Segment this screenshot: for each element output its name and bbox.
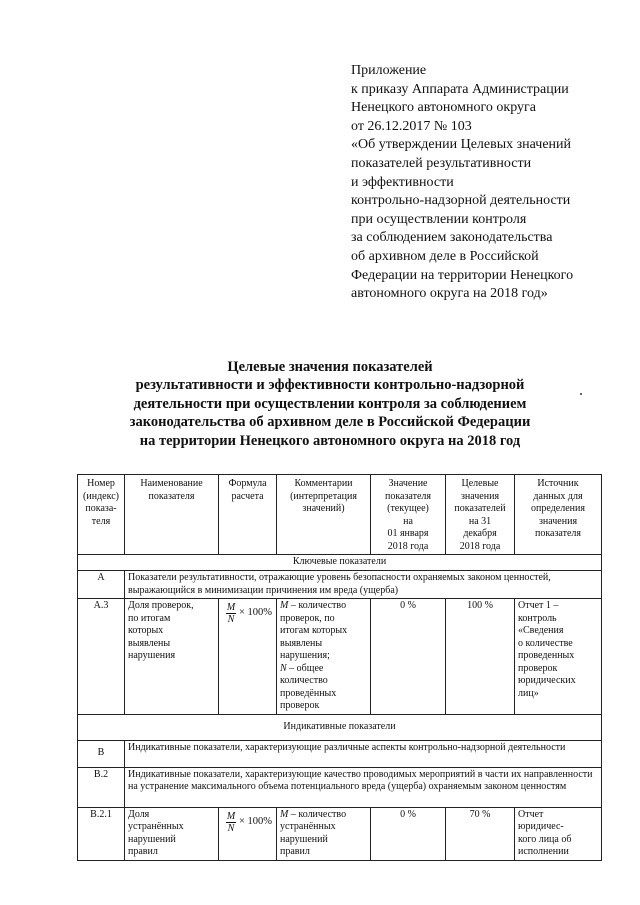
fraction	[226, 602, 236, 625]
appendix-line: и эффективности	[351, 174, 454, 190]
row-index: В	[78, 740, 125, 767]
formula-cell	[219, 807, 277, 860]
row-index: А	[78, 571, 125, 599]
numerator: M	[226, 602, 236, 613]
header-formula: Формула расчета	[219, 475, 277, 555]
table-header-row	[78, 475, 602, 555]
table-row	[78, 599, 602, 715]
document-title	[60, 358, 600, 450]
appendix-line: за соблюдением законодательства	[351, 230, 553, 246]
comment-cell: M – количество проверок, по итогам которых выявлены нарушения; N – общее количество проведённых проверок	[277, 599, 371, 715]
section-key-label: Ключевые показатели	[78, 555, 602, 571]
comment-cell: M – количество устранённых нарушений правил	[277, 807, 371, 860]
denominator: N	[227, 614, 235, 625]
header-index: Номер (индекс) показа- теля	[78, 475, 125, 555]
row-text: Индикативные показатели, характеризующие качество проводимых мероприятий в части их направленности на устранение максимального объема потенциального вреда (ущерба) охраняемым законом ценностям	[125, 767, 602, 807]
appendix-line: об архивном деле в Российской	[351, 248, 539, 264]
appendix-line: автономного округа на 2018 год»	[351, 286, 548, 302]
appendix-line: контрольно-надзорной деятельности	[351, 193, 571, 209]
table-row	[78, 571, 602, 599]
appendix-line: к приказу Аппарата Администрации	[351, 81, 569, 97]
target-value: 100 %	[446, 599, 515, 715]
source-cell: Отчет юридичес- кого лица об исполнении	[515, 807, 602, 860]
title-line: на территории Ненецкого автономного округа на 2018 год	[139, 432, 521, 449]
current-value: 0 %	[371, 599, 446, 715]
indicator-name: Доля устранённых нарушений правил	[125, 807, 219, 860]
scan-speck	[580, 393, 582, 395]
formula-cell	[219, 599, 277, 715]
row-index: В.2	[78, 767, 125, 807]
formula-multiplier: × 100%	[239, 607, 273, 619]
row-index: В.2.1	[78, 807, 125, 860]
section-row	[78, 555, 602, 571]
title-line: Целевые значения показателей	[227, 359, 433, 375]
title-line: результативности и эффективности контрольно-надзорной	[135, 377, 525, 394]
section-indicative-label: Индикативные показатели	[78, 714, 602, 740]
appendix-line: от 26.12.2017 № 103	[351, 118, 472, 134]
target-value: 70 %	[446, 807, 515, 860]
header-name: Наименование показателя	[125, 475, 219, 555]
table-row	[78, 740, 602, 767]
appendix-line: Федерации на территории Ненецкого	[351, 267, 574, 283]
appendix-line: Приложение	[351, 63, 427, 78]
appendix-line: при осуществлении контроля	[351, 211, 527, 227]
section-row	[78, 714, 602, 740]
header-source: Источник данных для определения значения показателя	[515, 475, 602, 555]
table-row	[78, 807, 602, 860]
denominator: N	[227, 822, 235, 834]
indicators-table	[77, 474, 602, 861]
table-row	[78, 767, 602, 807]
header-target-value: Целевые значения показателей на 31 декабря 2018 года	[446, 475, 515, 555]
title-line: деятельности при осуществлении контроля за соблюдением	[133, 395, 527, 412]
formula	[226, 602, 272, 625]
current-value: 0 %	[371, 807, 446, 860]
indicator-name: Доля проверок, по итогам которых выявлены нарушения	[125, 599, 219, 715]
row-index: А.3	[78, 599, 125, 715]
fraction	[226, 811, 236, 834]
header-comments: Комментарии (интерпретация значений)	[277, 475, 371, 555]
appendix-block	[351, 62, 631, 304]
formula-multiplier: × 100%	[239, 815, 273, 827]
appendix-line: Ненецкого автономного округа	[351, 100, 536, 116]
numerator: M	[226, 810, 236, 822]
row-text: Показатели результативности, отражающие уровень безопасности охраняемых законом ценностей, выражающийся в минимизации причинения им вреда (ущерба)	[125, 571, 602, 599]
appendix-line: «Об утверждении Целевых значений	[351, 137, 572, 153]
row-text: Индикативные показатели, характеризующие различные аспекты контрольно-надзорной деятельности	[125, 740, 602, 767]
appendix-line: показателей результативности	[351, 155, 532, 171]
formula	[226, 811, 272, 834]
header-current-value: Значение показателя (текущее) на 01 января 2018 года	[371, 475, 446, 555]
source-cell: Отчет 1 – контроль «Сведения о количестве проведенных проверок юридических лиц»	[515, 599, 602, 715]
title-line: законодательства об архивном деле в Российской Федерации	[129, 414, 531, 431]
